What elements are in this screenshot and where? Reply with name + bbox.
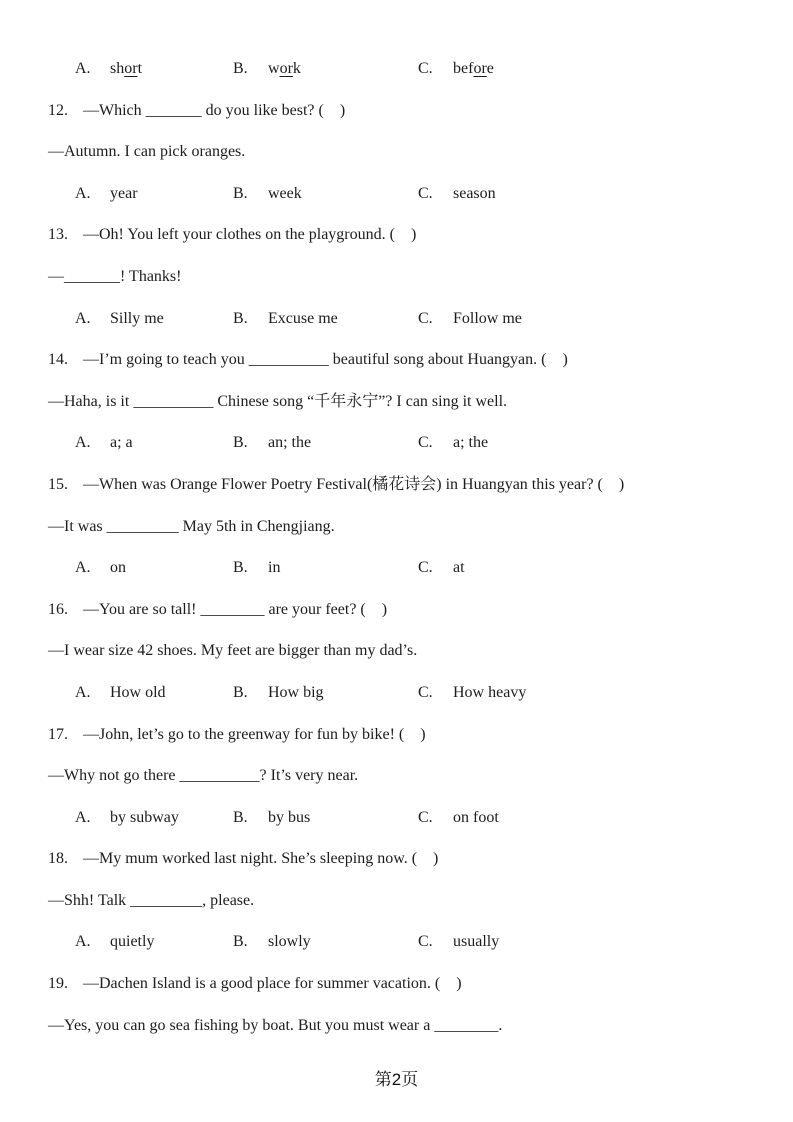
option-text: by bus xyxy=(268,808,311,826)
option-text: How old xyxy=(110,683,166,701)
option-b xyxy=(233,797,310,839)
option-label: A. xyxy=(75,60,91,77)
question-19-reply xyxy=(48,1005,757,1047)
option-c xyxy=(418,797,499,839)
options-row-q13 xyxy=(48,298,757,340)
question-text: —My mum worked last night. She’s sleeping now. ( ) xyxy=(83,850,439,868)
option-b xyxy=(233,422,311,464)
question-12-stem xyxy=(48,90,757,132)
word-underlined: or xyxy=(124,60,138,77)
option-b xyxy=(233,48,301,90)
option-a xyxy=(75,173,138,215)
reply-text: —Autumn. I can pick oranges. xyxy=(48,143,246,161)
question-14-reply xyxy=(48,381,757,423)
option-b xyxy=(233,921,311,963)
reply-text: —Why not go there __________? It’s very near. xyxy=(48,767,359,785)
option-label: B. xyxy=(233,808,248,826)
word-underlined: or xyxy=(279,60,293,77)
option-c xyxy=(418,48,494,90)
option-label: A. xyxy=(75,683,91,701)
option-text: on foot xyxy=(453,808,499,826)
options-row-q17 xyxy=(48,797,757,839)
word-prefix: bef xyxy=(453,60,474,77)
question-14-stem xyxy=(48,339,757,381)
option-label: C. xyxy=(418,808,433,826)
option-label: B. xyxy=(233,184,248,202)
question-text: —Dachen Island is a good place for summer vacation. ( ) xyxy=(83,975,462,993)
option-label: C. xyxy=(418,933,433,951)
option-b xyxy=(233,298,338,340)
reply-text: —Shh! Talk _________, please. xyxy=(48,891,255,909)
option-text: on xyxy=(110,559,126,577)
option-label: B. xyxy=(233,60,248,77)
question-13-stem xyxy=(48,214,757,256)
question-16-stem xyxy=(48,589,757,631)
question-number: 13. xyxy=(48,226,68,244)
question-17-stem xyxy=(48,714,757,756)
question-text: —John, let’s go to the greenway for fun by bike! ( ) xyxy=(83,725,426,743)
option-b xyxy=(233,672,324,714)
option-c xyxy=(418,672,526,714)
question-number: 14. xyxy=(48,351,68,369)
option-label: A. xyxy=(75,808,91,826)
options-row-q18 xyxy=(48,921,757,963)
page-number: 第2页 xyxy=(374,1070,419,1089)
word-underlined: or xyxy=(473,60,487,77)
option-a xyxy=(75,797,179,839)
option-label: A. xyxy=(75,309,91,327)
option-text xyxy=(453,60,494,77)
question-text: —Oh! You left your clothes on the playground. ( ) xyxy=(83,226,417,244)
option-label: B. xyxy=(233,933,248,951)
question-16-reply xyxy=(48,630,757,672)
question-number: 12. xyxy=(48,101,68,119)
question-number: 17. xyxy=(48,725,68,743)
option-a xyxy=(75,298,164,340)
option-text xyxy=(268,60,301,77)
question-text: —When was Orange Flower Poetry Festival(橘花诗会) in Huangyan this year? ( ) xyxy=(83,475,625,493)
option-b xyxy=(233,547,280,589)
option-text: Follow me xyxy=(453,309,522,327)
word-suffix: e xyxy=(486,60,494,77)
option-label: C. xyxy=(418,60,433,77)
option-text: Excuse me xyxy=(268,309,338,327)
option-c xyxy=(418,173,496,215)
question-number: 16. xyxy=(48,600,68,618)
option-label: C. xyxy=(418,683,433,701)
option-text: season xyxy=(453,184,496,202)
option-c xyxy=(418,547,465,589)
options-row-q16 xyxy=(48,672,757,714)
word-suffix: t xyxy=(137,60,143,77)
option-a xyxy=(75,547,126,589)
reply-text: —I wear size 42 shoes. My feet are bigger than my dad’s. xyxy=(48,642,418,660)
option-text: How heavy xyxy=(453,683,527,701)
option-a xyxy=(75,672,166,714)
option-c xyxy=(418,298,522,340)
options-row-q15 xyxy=(48,547,757,589)
option-text: year xyxy=(110,184,138,202)
option-a xyxy=(75,48,142,90)
option-a xyxy=(75,422,133,464)
option-text: an; the xyxy=(268,434,312,452)
option-a xyxy=(75,921,154,963)
word-prefix: sh xyxy=(110,60,125,77)
option-b xyxy=(233,173,302,215)
question-15-stem xyxy=(48,464,757,506)
word-prefix: w xyxy=(268,60,280,77)
option-label: B. xyxy=(233,683,248,701)
question-17-reply xyxy=(48,755,757,797)
option-c xyxy=(418,422,488,464)
option-label: C. xyxy=(418,434,433,452)
options-row-q14 xyxy=(48,422,757,464)
option-text: week xyxy=(268,184,302,202)
option-text xyxy=(110,60,142,77)
question-12-reply xyxy=(48,131,757,173)
option-label: A. xyxy=(75,184,91,202)
option-label: B. xyxy=(233,434,248,452)
option-label: C. xyxy=(418,559,433,577)
option-label: B. xyxy=(233,559,248,577)
option-label: C. xyxy=(418,309,433,327)
question-text: —You are so tall! ________ are your feet? ( ) xyxy=(83,600,388,618)
option-text: a; the xyxy=(453,434,489,452)
option-text: Silly me xyxy=(110,309,164,327)
question-number: 19. xyxy=(48,975,68,993)
option-text: quietly xyxy=(110,933,155,951)
option-text: at xyxy=(453,559,465,577)
question-text: —I’m going to teach you __________ beautiful song about Huangyan. ( ) xyxy=(83,351,568,369)
reply-text: —Haha, is it __________ Chinese song “千年永宁”? I can sing it well. xyxy=(48,392,508,410)
option-text: by subway xyxy=(110,808,179,826)
option-text: a; a xyxy=(110,434,133,452)
option-text: slowly xyxy=(268,933,311,951)
options-row-q11 xyxy=(48,48,757,90)
question-19-stem xyxy=(48,963,757,1005)
option-text: usually xyxy=(453,933,500,951)
option-label: B. xyxy=(233,309,248,327)
question-number: 18. xyxy=(48,850,68,868)
question-15-reply xyxy=(48,506,757,548)
word-suffix: k xyxy=(292,60,301,77)
question-18-reply xyxy=(48,880,757,922)
question-13-reply xyxy=(48,256,757,298)
reply-text: —It was _________ May 5th in Chengjiang. xyxy=(48,517,335,535)
option-label: A. xyxy=(75,434,91,452)
question-18-stem xyxy=(48,838,757,880)
option-label: C. xyxy=(418,184,433,202)
option-c xyxy=(418,921,499,963)
option-label: A. xyxy=(75,559,91,577)
option-text: in xyxy=(268,559,281,577)
reply-text: —_______! Thanks! xyxy=(48,267,182,285)
option-text: How big xyxy=(268,683,324,701)
options-row-q12 xyxy=(48,173,757,215)
question-text: —Which _______ do you like best? ( ) xyxy=(83,101,346,119)
question-number: 15. xyxy=(48,475,68,493)
reply-text: —Yes, you can go sea fishing by boat. But you must wear a ________. xyxy=(48,1016,503,1034)
option-label: A. xyxy=(75,933,91,951)
